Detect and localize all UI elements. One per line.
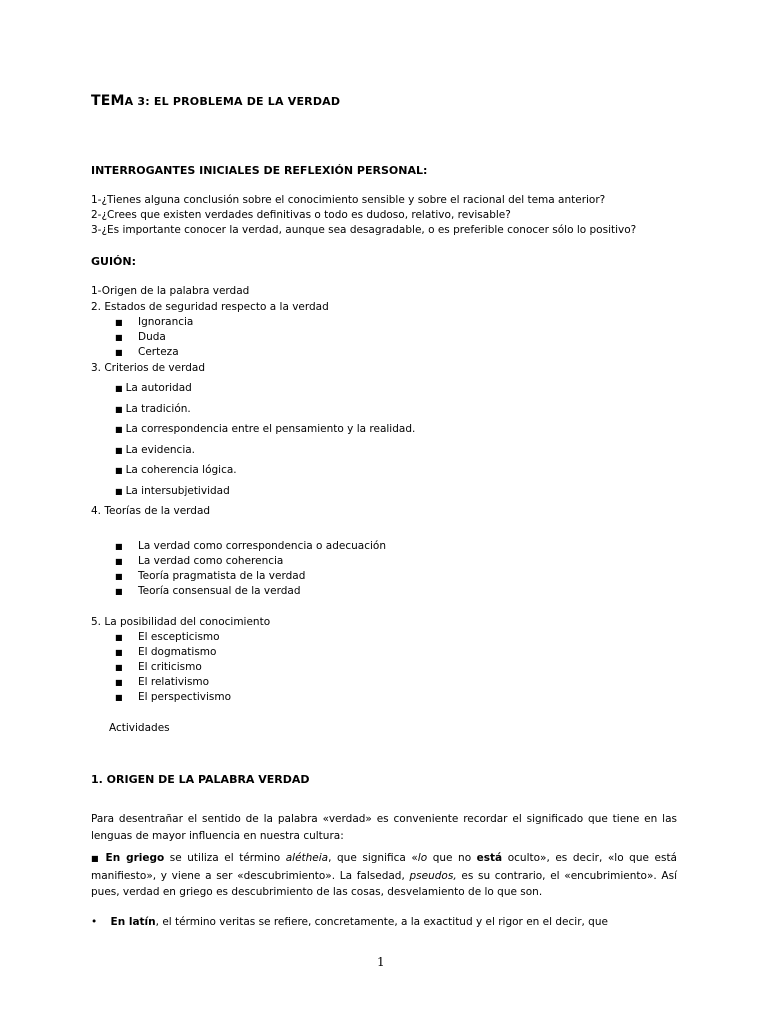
question-2: 2-¿Crees que existen verdades definitivas o todo es dudoso, relativo, revisable?: [91, 209, 511, 221]
bullet-marker: ■: [115, 348, 123, 357]
greek-label: En griego: [105, 852, 165, 864]
bullet-marker: ■: [91, 854, 106, 863]
list-item: [115, 464, 237, 476]
list-item: El escepticismo: [138, 631, 220, 643]
list-item: El perspectivismo: [138, 691, 231, 703]
list-item: El criticismo: [138, 661, 202, 673]
greek-text: oculto», es decir, «lo que está manifiesto», y viene a ser «descubrimiento». La falsedad,: [91, 852, 677, 882]
guion-section-5: 5. La posibilidad del conocimiento: [91, 616, 271, 628]
greek-text: , que significa «: [328, 852, 418, 864]
page-title: [91, 93, 340, 109]
title-first: TEM: [91, 93, 125, 109]
guion-section-3: 3. Criterios de verdad: [91, 362, 205, 374]
bullet-marker: ■: [115, 446, 123, 455]
guion-heading: GUIÓN:: [91, 255, 137, 268]
list-item: [115, 403, 191, 415]
interrogantes-heading: INTERROGANTES INICIALES DE REFLEXIÓN PERSONAL:: [91, 164, 428, 177]
question-3: 3-¿Es importante conocer la verdad, aunque sea desagradable, o es preferible conocer sólo lo positivo?: [91, 224, 637, 236]
list-item: Certeza: [138, 346, 179, 358]
title-rest: A 3: EL PROBLEMA DE LA VERDAD: [124, 95, 341, 108]
latin-label: En latín: [110, 916, 156, 928]
list-item: La verdad como coherencia: [138, 555, 284, 567]
greek-term: alétheia: [285, 852, 329, 864]
list-item: El relativismo: [138, 676, 210, 688]
latin-paragraph: [91, 914, 677, 931]
list-item: El dogmatismo: [138, 646, 217, 658]
list-item: [115, 423, 415, 435]
intro-paragraph: Para desentrañar el sentido de la palabra «verdad» es conveniente recordar el significado que tiene en las lenguas de mayor influencia en nuestra cultura:: [91, 813, 677, 842]
list-item: [115, 485, 230, 497]
list-item: [115, 444, 195, 456]
list-item: Teoría pragmatista de la verdad: [138, 570, 306, 582]
section-1-heading: 1. ORIGEN DE LA PALABRA VERDAD: [91, 773, 310, 786]
bullet-marker: ■: [115, 384, 123, 393]
list-item-text: La correspondencia entre el pensamiento y la realidad.: [125, 423, 416, 435]
bullet-marker: ■: [115, 693, 123, 702]
guion-section-4: 4. Teorías de la verdad: [91, 505, 211, 517]
list-item: La verdad como correspondencia o adecuación: [138, 540, 387, 552]
guion-section-2: 2. Estados de seguridad respecto a la verdad: [91, 301, 329, 313]
greek-text: se utiliza el término: [164, 852, 286, 864]
bullet-marker: ■: [115, 466, 123, 475]
bullet-marker: ■: [115, 318, 123, 327]
list-item-text: La intersubjetividad: [125, 485, 230, 497]
list-item-text: La autoridad: [125, 382, 192, 394]
greek-text-italic: lo: [417, 852, 428, 864]
bullet-marker: ■: [115, 572, 123, 581]
bullet-marker: ■: [115, 333, 123, 342]
greek-text-bold: está: [476, 852, 503, 864]
bullet-marker: ■: [115, 557, 123, 566]
greek-text: que no: [427, 852, 477, 864]
activities-label: Actividades: [109, 722, 170, 734]
bullet-marker: ■: [115, 587, 123, 596]
latin-text: , el término veritas se refiere, concretamente, a la exactitud y el rigor en el decir, que: [155, 916, 608, 928]
bullet-marker: ■: [115, 405, 123, 414]
bullet-dot: •: [91, 916, 111, 928]
list-item-text: La evidencia.: [125, 444, 196, 456]
greek-text-italic: pseudos,: [409, 869, 457, 882]
bullet-marker: ■: [115, 678, 123, 687]
greek-text: es su contrario, el «encubrimiento». Así pues, verdad en griego es descubrimiento de las cosas, desvelamiento de lo que son.: [91, 869, 677, 898]
bullet-marker: ■: [115, 663, 123, 672]
bullet-marker: ■: [115, 648, 123, 657]
greek-paragraph: [91, 850, 677, 901]
list-item-text: La tradición.: [125, 403, 191, 415]
list-item: Teoría consensual de la verdad: [138, 585, 301, 597]
question-1: 1-¿Tienes alguna conclusión sobre el conocimiento sensible y sobre el racional del tema anterior?: [91, 194, 606, 206]
list-item-text: La coherencia lógica.: [125, 464, 237, 476]
list-item: Ignorancia: [138, 316, 194, 328]
list-item: Duda: [138, 331, 166, 343]
list-item: [115, 382, 192, 394]
bullet-marker: ■: [115, 542, 123, 551]
bullet-marker: ■: [115, 633, 123, 642]
page-number: 1: [377, 955, 385, 969]
guion-section-1: 1-Origen de la palabra verdad: [91, 285, 250, 297]
bullet-marker: ■: [115, 487, 123, 496]
bullet-marker: ■: [115, 425, 123, 434]
